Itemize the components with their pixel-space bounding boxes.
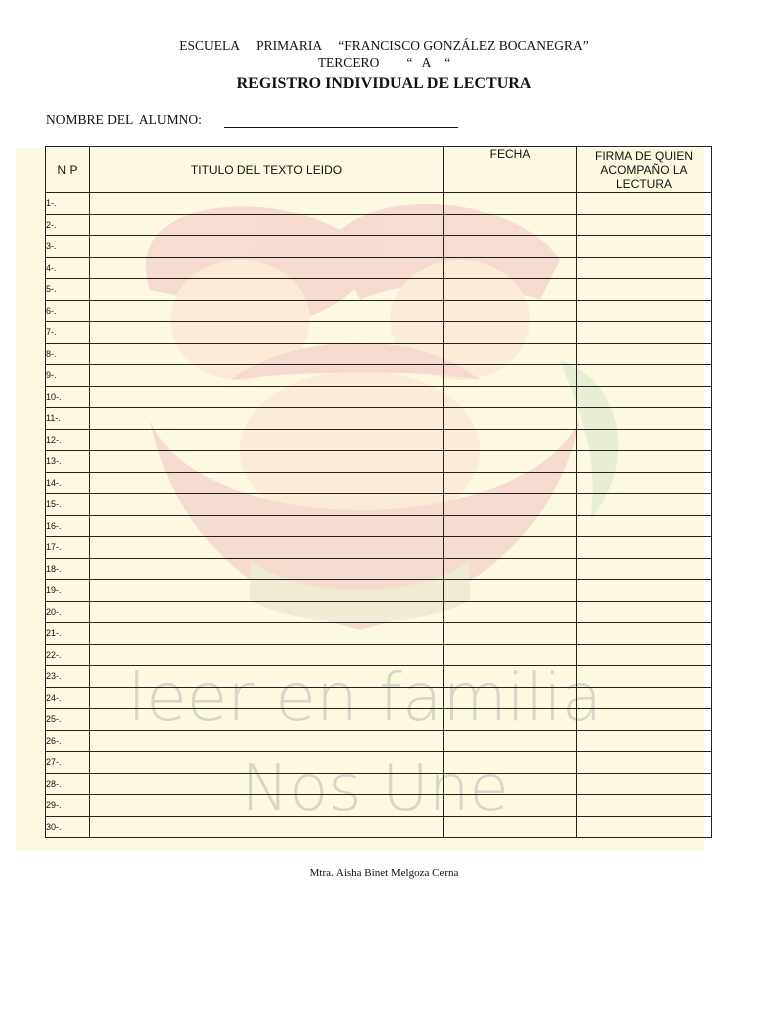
table-row	[46, 816, 712, 838]
row-number: 29-.	[46, 795, 90, 817]
table-row	[46, 752, 712, 774]
title-cell[interactable]	[90, 666, 444, 688]
title-cell[interactable]	[90, 730, 444, 752]
signature-cell[interactable]	[577, 300, 712, 322]
date-cell[interactable]	[444, 343, 577, 365]
row-number: 10-.	[46, 386, 90, 408]
signature-cell[interactable]	[577, 666, 712, 688]
signature-cell[interactable]	[577, 730, 712, 752]
table-row	[46, 451, 712, 473]
signature-cell[interactable]	[577, 214, 712, 236]
table-row	[46, 601, 712, 623]
date-cell[interactable]	[444, 451, 577, 473]
column-header-date: FECHA	[444, 147, 577, 193]
signature-cell[interactable]	[577, 279, 712, 301]
date-cell[interactable]	[444, 322, 577, 344]
column-header-np: N P	[46, 147, 90, 193]
table-row	[46, 408, 712, 430]
table-row	[46, 558, 712, 580]
date-cell[interactable]	[444, 408, 577, 430]
date-cell[interactable]	[444, 623, 577, 645]
signature-cell[interactable]	[577, 236, 712, 258]
title-cell[interactable]	[90, 816, 444, 838]
date-cell[interactable]	[444, 666, 577, 688]
signature-cell[interactable]	[577, 795, 712, 817]
table-row	[46, 300, 712, 322]
row-number: 25-.	[46, 709, 90, 731]
title-cell[interactable]	[90, 709, 444, 731]
signature-cell[interactable]	[577, 687, 712, 709]
date-cell[interactable]	[444, 816, 577, 838]
signature-cell[interactable]	[577, 558, 712, 580]
grade-group: TERCERO “ A “	[317, 55, 451, 70]
table-row	[46, 773, 712, 795]
title-cell[interactable]	[90, 494, 444, 516]
signature-cell[interactable]	[577, 193, 712, 215]
title-cell[interactable]	[90, 300, 444, 322]
page-title: REGISTRO INDIVIDUAL DE LECTURA	[236, 75, 532, 92]
table-row	[46, 386, 712, 408]
row-number: 6-.	[46, 300, 90, 322]
title-cell[interactable]	[90, 795, 444, 817]
table-row	[46, 644, 712, 666]
date-cell[interactable]	[444, 580, 577, 602]
title-cell[interactable]	[90, 322, 444, 344]
title-cell[interactable]	[90, 279, 444, 301]
row-number: 3-.	[46, 236, 90, 258]
title-cell[interactable]	[90, 214, 444, 236]
table-row	[46, 537, 712, 559]
table-row	[46, 322, 712, 344]
signature-cell[interactable]	[577, 494, 712, 516]
date-cell[interactable]	[444, 386, 577, 408]
row-number: 20-.	[46, 601, 90, 623]
row-number: 7-.	[46, 322, 90, 344]
title-cell[interactable]	[90, 472, 444, 494]
title-cell[interactable]	[90, 773, 444, 795]
signature-cell[interactable]	[577, 429, 712, 451]
title-cell[interactable]	[90, 515, 444, 537]
title-cell[interactable]	[90, 365, 444, 387]
signature-cell[interactable]	[577, 816, 712, 838]
date-cell[interactable]	[444, 601, 577, 623]
date-cell[interactable]	[444, 365, 577, 387]
date-cell[interactable]	[444, 236, 577, 258]
signature-cell[interactable]	[577, 365, 712, 387]
date-cell[interactable]	[444, 644, 577, 666]
table-row	[46, 279, 712, 301]
date-cell[interactable]	[444, 429, 577, 451]
title-cell[interactable]	[90, 558, 444, 580]
table-row	[46, 236, 712, 258]
row-number: 8-.	[46, 343, 90, 365]
row-number: 17-.	[46, 537, 90, 559]
reading-log-table	[45, 146, 712, 838]
watermark-line-2: Nos Une	[241, 752, 509, 826]
table-header-row	[46, 147, 712, 193]
date-cell[interactable]	[444, 537, 577, 559]
title-cell[interactable]	[90, 236, 444, 258]
row-number: 24-.	[46, 687, 90, 709]
date-cell[interactable]	[444, 795, 577, 817]
signature-cell[interactable]	[577, 709, 712, 731]
title-cell[interactable]	[90, 429, 444, 451]
signature-cell[interactable]	[577, 386, 712, 408]
table-row	[46, 730, 712, 752]
table-row	[46, 214, 712, 236]
date-cell[interactable]	[444, 300, 577, 322]
table-row	[46, 343, 712, 365]
title-cell[interactable]	[90, 752, 444, 774]
signature-cell[interactable]	[577, 623, 712, 645]
table-row	[46, 494, 712, 516]
date-cell[interactable]	[444, 257, 577, 279]
table-row	[46, 193, 712, 215]
date-cell[interactable]	[444, 193, 577, 215]
table-row	[46, 666, 712, 688]
date-cell[interactable]	[444, 494, 577, 516]
date-cell[interactable]	[444, 558, 577, 580]
signature-cell[interactable]	[577, 257, 712, 279]
title-cell[interactable]	[90, 644, 444, 666]
row-number: 26-.	[46, 730, 90, 752]
row-number: 28-.	[46, 773, 90, 795]
row-number: 21-.	[46, 623, 90, 645]
teacher-name: Mtra. Aisha Binet Melgoza Cerna	[309, 867, 459, 879]
date-cell[interactable]	[444, 214, 577, 236]
signature-cell[interactable]	[577, 343, 712, 365]
signature-cell[interactable]	[577, 515, 712, 537]
title-cell[interactable]	[90, 451, 444, 473]
signature-cell[interactable]	[577, 472, 712, 494]
title-cell[interactable]	[90, 687, 444, 709]
signature-cell[interactable]	[577, 537, 712, 559]
row-number: 23-.	[46, 666, 90, 688]
row-number: 16-.	[46, 515, 90, 537]
title-cell[interactable]	[90, 408, 444, 430]
student-name-field[interactable]	[224, 127, 458, 128]
signature-cell[interactable]	[577, 451, 712, 473]
table-row	[46, 623, 712, 645]
signature-cell[interactable]	[577, 580, 712, 602]
row-number: 14-.	[46, 472, 90, 494]
row-number: 15-.	[46, 494, 90, 516]
table-row	[46, 429, 712, 451]
table-row	[46, 795, 712, 817]
title-cell[interactable]	[90, 193, 444, 215]
student-name-label: NOMBRE DEL ALUMNO:	[46, 112, 202, 127]
signature-cell[interactable]	[577, 644, 712, 666]
table-row	[46, 472, 712, 494]
row-number: 18-.	[46, 558, 90, 580]
row-number: 19-.	[46, 580, 90, 602]
row-number: 22-.	[46, 644, 90, 666]
row-number: 2-.	[46, 214, 90, 236]
row-number: 30-.	[46, 816, 90, 838]
date-cell[interactable]	[444, 709, 577, 731]
signature-cell[interactable]	[577, 752, 712, 774]
signature-cell[interactable]	[577, 773, 712, 795]
title-cell[interactable]	[90, 623, 444, 645]
row-number: 12-.	[46, 429, 90, 451]
table-row	[46, 580, 712, 602]
row-number: 11-.	[46, 408, 90, 430]
table-row	[46, 257, 712, 279]
table-row	[46, 515, 712, 537]
table-row	[46, 365, 712, 387]
date-cell[interactable]	[444, 752, 577, 774]
watermark-line-1: leer en familia	[127, 659, 603, 736]
row-number: 13-.	[46, 451, 90, 473]
date-cell[interactable]	[444, 730, 577, 752]
school-name: ESCUELA PRIMARIA “FRANCISCO GONZÁLEZ BOCANEGRA”	[179, 38, 589, 53]
row-number: 27-.	[46, 752, 90, 774]
title-cell[interactable]	[90, 601, 444, 623]
row-number: 9-.	[46, 365, 90, 387]
row-number: 4-.	[46, 257, 90, 279]
column-header-title: TITULO DEL TEXTO LEIDO	[90, 147, 444, 193]
title-cell[interactable]	[90, 580, 444, 602]
title-cell[interactable]	[90, 343, 444, 365]
title-cell[interactable]	[90, 537, 444, 559]
date-cell[interactable]	[444, 472, 577, 494]
signature-cell[interactable]	[577, 601, 712, 623]
title-cell[interactable]	[90, 386, 444, 408]
table-row	[46, 687, 712, 709]
table-row	[46, 709, 712, 731]
date-cell[interactable]	[444, 687, 577, 709]
title-cell[interactable]	[90, 257, 444, 279]
date-cell[interactable]	[444, 773, 577, 795]
date-cell[interactable]	[444, 279, 577, 301]
date-cell[interactable]	[444, 515, 577, 537]
column-header-signature: FIRMA DE QUIEN ACOMPAÑO LA LECTURA	[577, 147, 712, 193]
signature-cell[interactable]	[577, 408, 712, 430]
row-number: 1-.	[46, 193, 90, 215]
signature-cell[interactable]	[577, 322, 712, 344]
row-number: 5-.	[46, 279, 90, 301]
